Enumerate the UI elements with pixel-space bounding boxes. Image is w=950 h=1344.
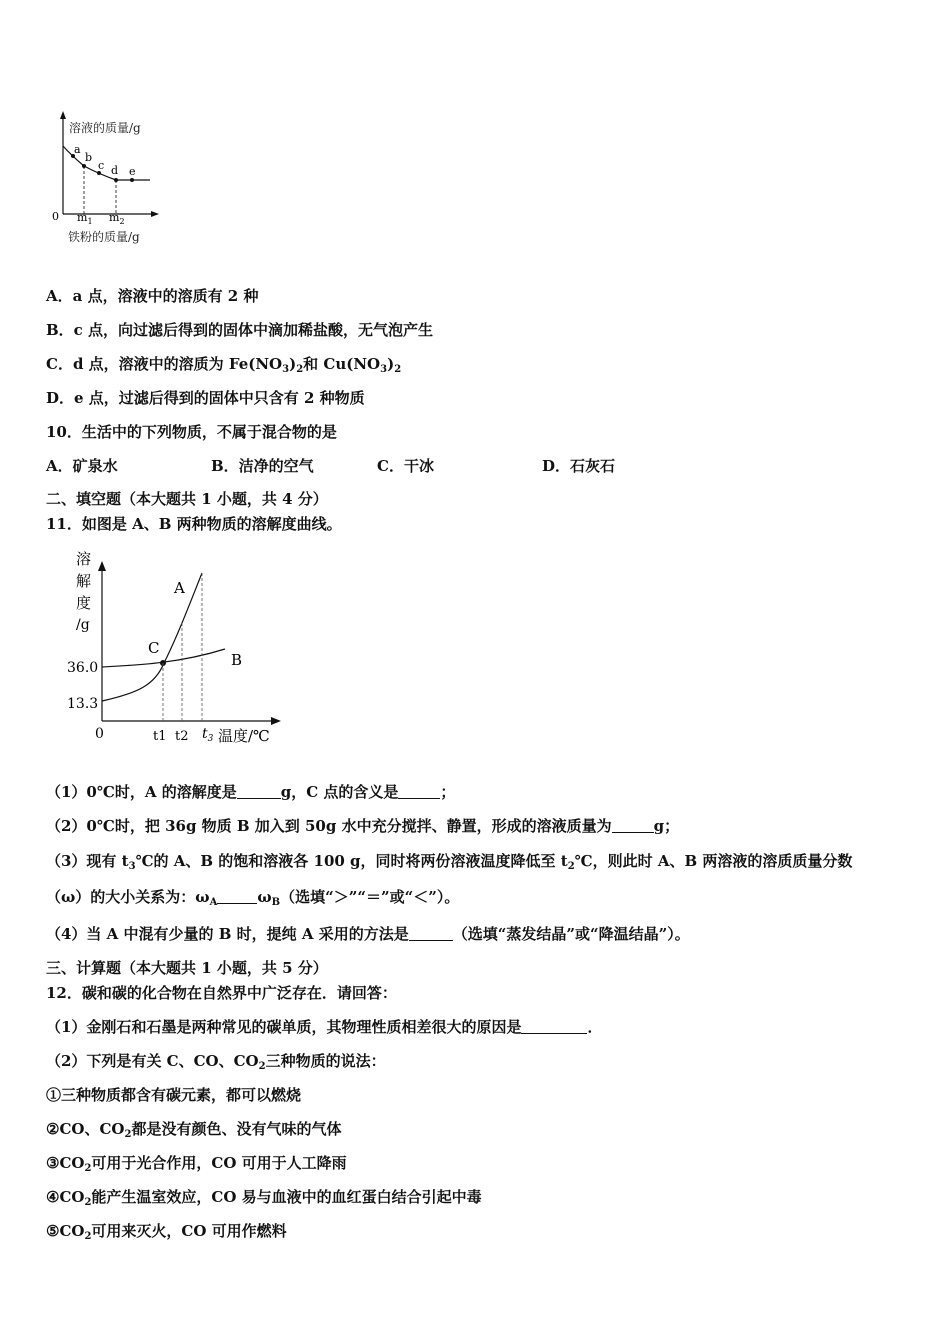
y-label-char: /g bbox=[76, 617, 90, 633]
curve-b-label: B bbox=[231, 651, 243, 669]
y-axis-arrow bbox=[60, 111, 66, 119]
statement-text: ③CO bbox=[46, 1154, 85, 1172]
q10-option-a: A．矿泉水 bbox=[46, 457, 118, 475]
label-d: d bbox=[111, 164, 119, 177]
q11-p1-text: g，C 点的含义是 bbox=[280, 783, 399, 801]
q12-statement-1: ①三种物质都含有碳元素，都可以燃烧 bbox=[46, 1086, 302, 1104]
subscript: 3 bbox=[128, 861, 136, 872]
point-d bbox=[114, 178, 118, 182]
q12-p2-text: 三种物质的说法： bbox=[265, 1052, 386, 1070]
q10-option-c: C．干冰 bbox=[377, 457, 434, 475]
label-e: e bbox=[129, 165, 136, 178]
point-c-label: C bbox=[148, 639, 160, 657]
q12-part-2 bbox=[46, 1051, 386, 1077]
subscript: B bbox=[271, 897, 281, 908]
q11-p3-text: ℃的 A、B 的饱和溶液各 100 g，同时将两份溶液温度降低至 t bbox=[135, 852, 568, 870]
q11-p4-text: （4）当 A 中混有少量的 B 时，提纯 A 采用的方法是 bbox=[46, 925, 409, 943]
subscript: 3 bbox=[282, 364, 290, 375]
paren: ) bbox=[387, 355, 395, 373]
answer-blank[interactable] bbox=[398, 784, 440, 799]
solubility-graph bbox=[60, 545, 290, 750]
t1-label: t1 bbox=[153, 729, 167, 744]
statement-text: 可用于光合作用，CO 可用于人工降雨 bbox=[91, 1154, 347, 1172]
q11-p3-text: （ω）的大小关系为：ω bbox=[46, 888, 210, 906]
section-2-heading: 二、填空题（本大题共 1 小题，共 4 分） bbox=[46, 490, 328, 508]
m1-label: $m_1$ bbox=[77, 211, 93, 226]
label-a: a bbox=[74, 143, 81, 156]
q12-p1-text: （1）金刚石和石墨是两种常见的碳单质，其物理性质相差很大的原因是 bbox=[46, 1018, 522, 1036]
curve-a bbox=[102, 573, 202, 701]
q11-p3-text: （选填“＞”“＝”或“＜”）。 bbox=[280, 888, 460, 906]
q11-part-2 bbox=[46, 816, 679, 836]
t2-label: t2 bbox=[175, 729, 189, 744]
q9-option-d: D．e 点，过滤后得到的固体中只含有 2 种物质 bbox=[46, 389, 365, 407]
q12-p2-text: （2）下列是有关 C、CO、CO bbox=[46, 1052, 259, 1070]
statement-text: ②CO、CO bbox=[46, 1120, 125, 1138]
t3-label: $t_3$ bbox=[202, 726, 214, 744]
q9-option-b: B．c 点，向过滤后得到的固体中滴加稀盐酸，无气泡产生 bbox=[46, 321, 434, 339]
subscript: 2 bbox=[84, 1163, 92, 1174]
subscript: 3 bbox=[380, 364, 388, 375]
subscript: 2 bbox=[84, 1231, 92, 1242]
q11-stem: 11．如图是 A、B 两种物质的溶解度曲线。 bbox=[46, 515, 342, 533]
curve-a-label: A bbox=[174, 579, 185, 597]
q11-p2-text: g； bbox=[653, 817, 680, 835]
q10-options bbox=[46, 456, 746, 476]
label-c: c bbox=[98, 159, 105, 172]
q12-statement-5 bbox=[46, 1221, 287, 1247]
statement-text: 能产生温室效应，CO 易与血液中的血红蛋白结合引起中毒 bbox=[91, 1188, 482, 1206]
answer-blank[interactable] bbox=[237, 784, 281, 799]
statement-text: ⑤CO bbox=[46, 1222, 85, 1240]
q9-c-text: C．d 点，溶液中的溶质为 Fe(NO bbox=[46, 355, 283, 373]
statement-text: 可用来灭火，CO 可用作燃料 bbox=[91, 1222, 287, 1240]
q10-stem: 10．生活中的下列物质，不属于混合物的是 bbox=[46, 423, 337, 441]
q10-option-d: D．石灰石 bbox=[542, 457, 616, 475]
statement-text: ④CO bbox=[46, 1188, 85, 1206]
q11-p1-text: ； bbox=[440, 783, 456, 801]
x-axis-label: 温度/℃ bbox=[218, 727, 270, 745]
answer-blank[interactable] bbox=[612, 818, 654, 833]
q12-part-1 bbox=[46, 1017, 602, 1037]
q9-c-text: 和 Cu(NO bbox=[303, 355, 381, 373]
y-axis-label: 溶液的质量/g bbox=[69, 121, 141, 135]
q11-part-1 bbox=[46, 782, 455, 802]
subscript: 2 bbox=[84, 1197, 92, 1208]
subscript: 2 bbox=[258, 1061, 266, 1072]
q12-p1-text: ． bbox=[587, 1018, 603, 1036]
q12-statement-3 bbox=[46, 1153, 347, 1179]
y-label-char: 溶 bbox=[76, 550, 92, 568]
q12-statement-2 bbox=[46, 1119, 341, 1145]
paren: ) bbox=[289, 355, 297, 373]
y-axis-arrow bbox=[98, 561, 106, 571]
x-axis-arrow bbox=[271, 717, 281, 725]
section-3-heading: 三、计算题（本大题共 1 小题，共 5 分） bbox=[46, 959, 328, 977]
answer-blank[interactable] bbox=[217, 889, 257, 904]
answer-blank[interactable] bbox=[521, 1019, 587, 1034]
subscript: 2 bbox=[296, 364, 304, 375]
q12-statement-4 bbox=[46, 1187, 482, 1213]
q11-part-3-line-1 bbox=[46, 851, 852, 877]
y-tick-36: 36.0 bbox=[67, 660, 99, 676]
q11-p3-text: ω bbox=[257, 888, 272, 906]
label-b: b bbox=[85, 151, 93, 164]
point-e bbox=[130, 178, 134, 182]
subscript: 2 bbox=[567, 861, 575, 872]
q11-p3-text: （3）现有 t bbox=[46, 852, 129, 870]
subscript: 2 bbox=[394, 364, 402, 375]
q11-part-3-line-2 bbox=[46, 887, 459, 913]
q12-stem: 12．碳和碳的化合物在自然界中广泛存在．请回答： bbox=[46, 984, 397, 1002]
q11-p1-text: （1）0℃时，A 的溶解度是 bbox=[46, 783, 237, 801]
q11-p4-text: （选填“蒸发结晶”或“降温结晶”）。 bbox=[452, 925, 690, 943]
y-label-char: 度 bbox=[76, 594, 92, 612]
y-tick-13: 13.3 bbox=[67, 696, 99, 712]
solution-mass-graph bbox=[44, 108, 174, 250]
q11-p3-text: ℃，则此时 A、B 两溶液的溶质质量分数 bbox=[574, 852, 853, 870]
x-axis-label: 铁粉的质量/g bbox=[68, 230, 140, 244]
y-label-char: 解 bbox=[76, 572, 92, 590]
answer-blank[interactable] bbox=[409, 926, 453, 941]
q11-part-4 bbox=[46, 924, 690, 944]
q11-p2-text: （2）0℃时，把 36g 物质 B 加入到 50g 水中充分搅拌、静置，形成的溶液质量为 bbox=[46, 817, 612, 835]
m2-label: $m_2$ bbox=[109, 211, 125, 226]
statement-text: 都是没有颜色、没有气味的气体 bbox=[131, 1120, 342, 1138]
subscript: 2 bbox=[124, 1129, 132, 1140]
origin-label: 0 bbox=[52, 210, 59, 223]
origin-label: 0 bbox=[95, 726, 104, 742]
point-b bbox=[82, 164, 86, 168]
x-axis-arrow bbox=[151, 211, 159, 217]
q10-option-b: B．洁净的空气 bbox=[211, 457, 314, 475]
q9-option-c bbox=[46, 354, 401, 380]
q9-option-a: A．a 点，溶液中的溶质有 2 种 bbox=[46, 287, 259, 305]
subscript: A bbox=[209, 897, 218, 908]
